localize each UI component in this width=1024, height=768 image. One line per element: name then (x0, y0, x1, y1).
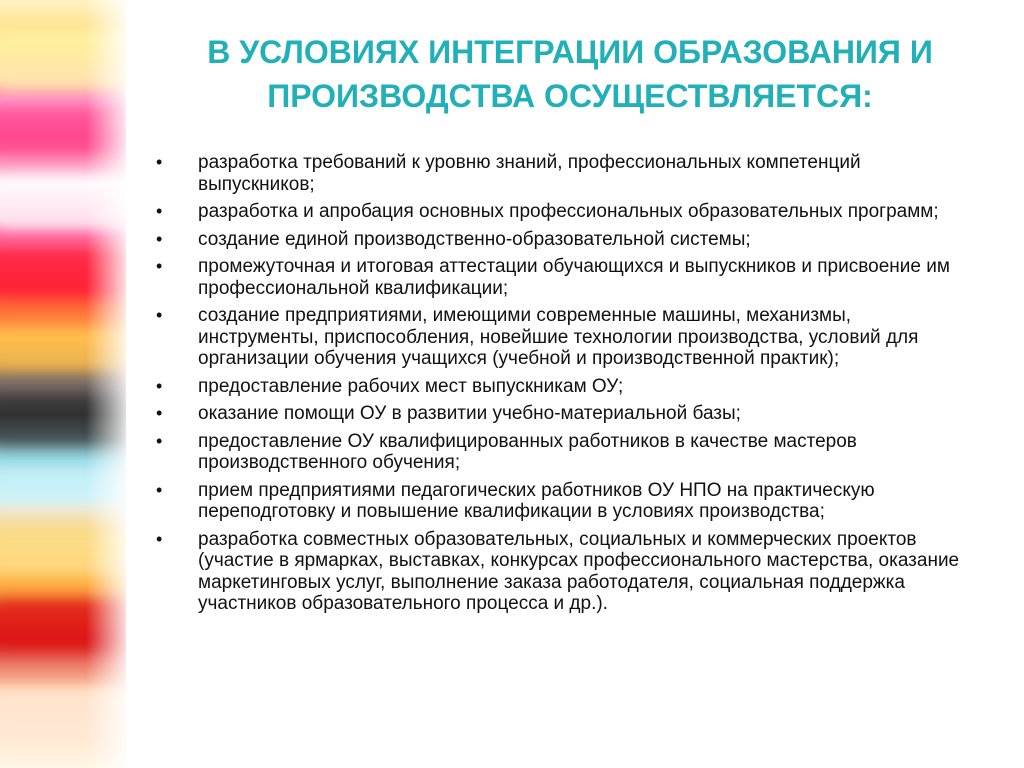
list-item-text: разработка совместных образовательных, социальных и коммерческих проектов (участие в ярмарках, выставках, конкурсах профессионального мастерства, оказание маркетинговых услуг, выполнение заказа работодателя, социальная поддержка участников образовательного процесса и др.). (198, 528, 960, 614)
bullet-icon: • (156, 201, 163, 221)
bullet-icon: • (156, 228, 163, 249)
bullet-icon: • (156, 256, 163, 276)
slide-title: В УСЛОВИЯХ ИНТЕГРАЦИИ ОБРАЗОВАНИЯ И ПРОИЗВОДСТВА ОСУЩЕСТВЛЯЕТСЯ: (207, 34, 933, 114)
bullet-icon: • (156, 430, 163, 451)
list-item (150, 256, 970, 299)
list-item (150, 403, 970, 425)
bullet-icon: • (156, 305, 163, 325)
list-item-text: создание единой производственно-образовательной системы; (198, 228, 751, 250)
list-item (150, 305, 970, 370)
list-item-text: предоставление рабочих мест выпускникам ОУ; (198, 375, 624, 397)
decorative-side-image (0, 0, 126, 768)
list-item (150, 480, 970, 523)
list-item (150, 201, 970, 223)
bullet-icon: • (156, 528, 163, 549)
bullet-icon: • (156, 479, 163, 500)
list-item-text: создание предприятиями, имеющими современные машины, механизмы, инструменты, приспособления, новейшие технологии производства, условий для организации обучения учащихся (учебной и производственной практик); (198, 305, 919, 369)
list-item-text: оказание помощи ОУ в развитии учебно-материальной базы; (198, 403, 741, 424)
bullet-icon: • (156, 375, 163, 396)
list-item-text: разработка и апробация основных профессиональных образовательных программ; (198, 201, 939, 222)
list-item-text: прием предприятиями педагогических работников ОУ НПО на практическую переподготовку и повышение квалификации в условиях производства; (198, 479, 875, 522)
bullet-icon: • (156, 403, 163, 423)
list-item-text: разработка требований к уровню знаний, профессиональных компетенций выпускников; (198, 152, 861, 195)
list-item-text: промежуточная и итоговая аттестации обучающихся и выпускников и присвоение им профессиональной квалификации; (198, 256, 950, 299)
list-item (150, 229, 970, 251)
list-item-text: предоставление ОУ квалифицированных работников в качестве мастеров производственного обучения; (198, 430, 857, 473)
list-item (150, 376, 970, 398)
list-item (150, 529, 970, 615)
bullet-icon: • (156, 152, 163, 172)
bullet-list (150, 152, 970, 621)
list-item (150, 152, 970, 195)
list-item (150, 431, 970, 474)
